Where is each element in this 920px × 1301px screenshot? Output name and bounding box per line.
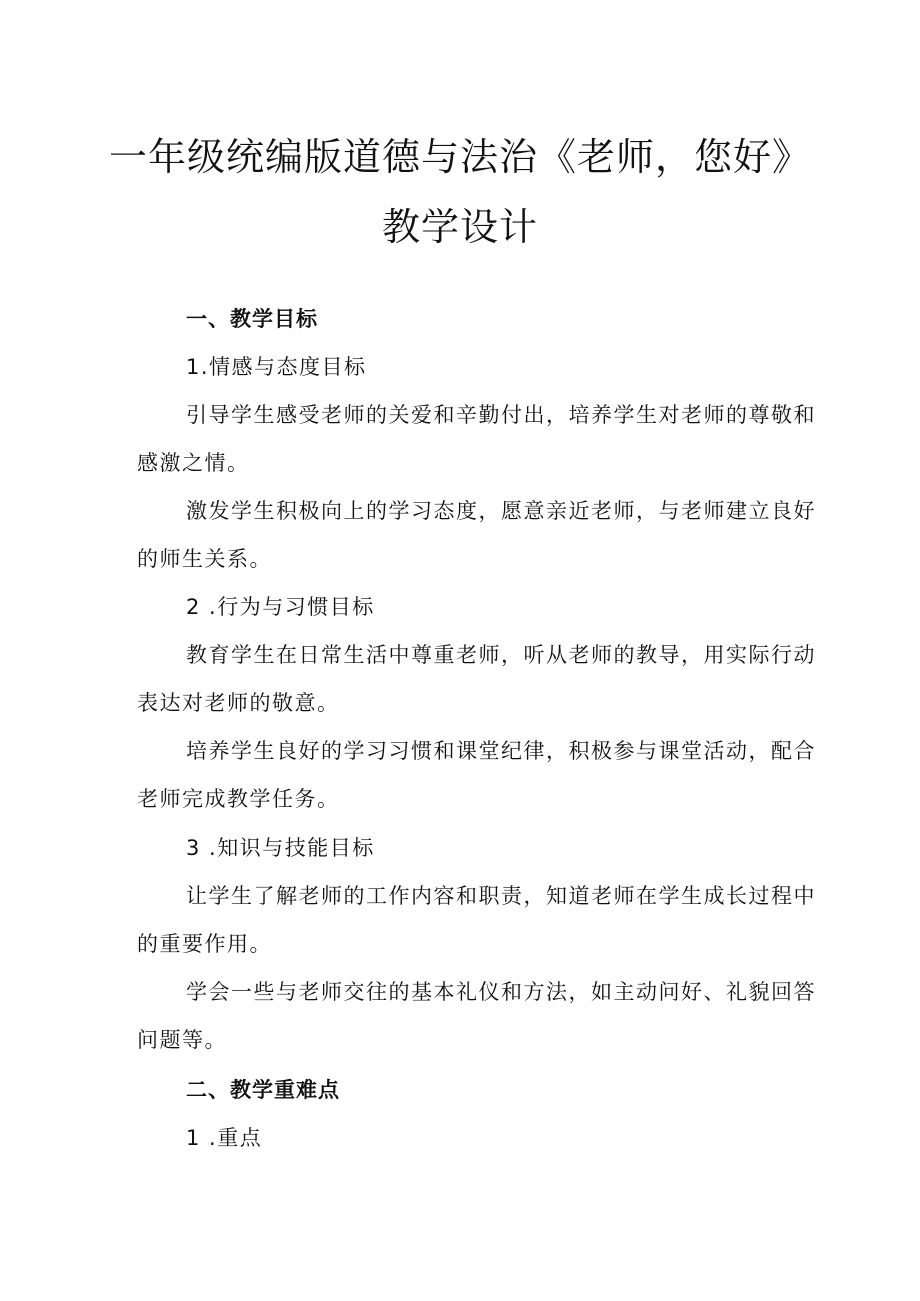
paragraph-line: 的重要作用。 bbox=[137, 932, 272, 956]
paragraph-line: 老师完成教学任务。 bbox=[137, 787, 340, 811]
document-title-line-2: 教学设计 bbox=[381, 205, 538, 249]
section-heading-key-points: 二、教学重难点 bbox=[186, 1078, 340, 1102]
paragraph-line: 的师生关系。 bbox=[137, 547, 272, 571]
subheading-behavior-goal: 2 .行为与习惯目标 bbox=[186, 595, 375, 619]
section-heading-teaching-goals: 一、教学目标 bbox=[186, 307, 318, 331]
subheading-knowledge-goal: 3 .知识与技能目标 bbox=[186, 836, 375, 860]
paragraph-line: 引导学生感受老师的关爱和辛勤付出，培养学生对老师的尊敬和 bbox=[186, 403, 816, 427]
paragraph-line: 培养学生良好的学习习惯和课堂纪律，积极参与课堂活动，配合 bbox=[186, 739, 816, 763]
paragraph-line: 激发学生积极向上的学习态度，愿意亲近老师，与老师建立良好 bbox=[186, 499, 816, 523]
paragraph-line: 感激之情。 bbox=[137, 451, 250, 475]
paragraph-line: 表达对老师的敬意。 bbox=[137, 691, 340, 715]
subheading-emotion-goal: 1.情感与态度目标 bbox=[186, 355, 367, 379]
paragraph-line: 问题等。 bbox=[137, 1028, 227, 1052]
paragraph-line: 学会一些与老师交往的基本礼仪和方法，如主动问好、礼貌回答 bbox=[186, 980, 816, 1004]
paragraph-line: 让学生了解老师的工作内容和职责，知道老师在学生成长过程中 bbox=[186, 884, 816, 908]
subheading-key-point: 1 .重点 bbox=[186, 1126, 263, 1150]
paragraph-line: 教育学生在日常生活中尊重老师，听从老师的教导，用实际行动 bbox=[186, 643, 816, 667]
document-title-line-1: 一年级统编版道德与法治《老师，您好》 bbox=[108, 135, 811, 179]
